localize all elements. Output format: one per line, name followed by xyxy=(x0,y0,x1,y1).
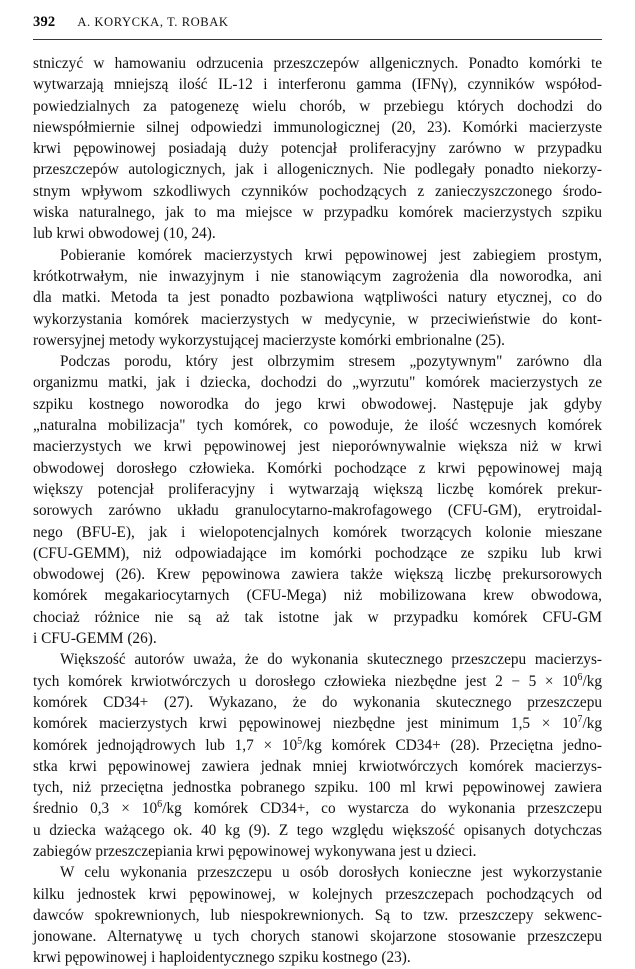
paragraph xyxy=(33,53,602,245)
article-body xyxy=(33,53,602,969)
text-line: krótkotrwałym, nie inwazyjnym i nie stanowiącym zagrożenia dla noworodka, ani xyxy=(33,267,602,285)
text-line: przeszczepów autologicznych, jak i allogenicznych. Nie podlegały ponadto niekorzy- xyxy=(33,161,602,179)
text-line: Większość autorów uważa, że do wykonania skutecznego przeszczepu macierzys- xyxy=(60,651,602,669)
text-line: dawców spokrewnionych, lub niespokrewnionych. Są to tzw. przeszczepy sekwenc- xyxy=(33,906,602,924)
text-line: stka krwi pępowinowej zawiera jednak mniej krwiotwórczych komórek macierzys- xyxy=(33,757,602,775)
page-number: 392 xyxy=(33,14,56,30)
text-line: i CFU-GEMM (26). xyxy=(33,630,157,648)
text-line: lub krwi obwodowej (10, 24). xyxy=(33,225,216,243)
running-header xyxy=(33,14,602,36)
text-line: organizmu matki, jak i dziecka, dochodzi do „wyrzutu" komórek macierzystych ze xyxy=(33,374,602,392)
text-line: wytwarzają mniejszą ilość IL-12 i interferonu gamma (IFNγ), czynników współod- xyxy=(33,76,602,94)
text-line: tych, niż przeciętna jednostka pobranego szpiku. 100 ml krwi pępowinowej zawiera xyxy=(33,779,602,797)
paragraph xyxy=(33,649,602,862)
text-line: Podczas porodu, który jest olbrzymim stresem „pozytywnym" zarówno dla xyxy=(60,353,602,371)
text-line: dla matki. Metoda ta jest ponadto pozbawiona wątpliwości natury etycznej, co do xyxy=(33,289,602,307)
text-line: komórek CD34+ (27). Wykazano, że do wykonania skutecznego przeszczepu xyxy=(33,693,602,711)
text-line: kilku jednostek krwi pępowinowej, w kolejnych przeszczepach pochodzących od xyxy=(33,885,602,903)
text-line: „naturalna mobilizacja" tych komórek, co powoduje, że ilość wczesnych komórek xyxy=(33,417,602,435)
text-line: stniczyć w hamowaniu odrzucenia przeszczepów allgenicznych. Ponadto komórki te xyxy=(33,55,602,72)
text-line: komórek jednojądrowych lub $1,7 \times 10^5/kg$ komórek CD34+ (28). Przeciętna jedno- xyxy=(33,735,602,754)
text-line: chociaż różnice nie są aż tak istotne jak w przypadku komórek CFU-GM xyxy=(33,608,602,626)
paragraph xyxy=(33,245,602,351)
text-line: nego (BFU-E), jak i wielopotencjalnych komórek tworzących kolonie mieszane xyxy=(33,523,602,541)
text-line: W celu wykonania przeszczepu u osób dorosłych konieczne jest wykorzystanie xyxy=(60,864,602,882)
text-line: (CFU-GEMM), niż odpowiadające im komórki pochodzące ze szpiku lub krwi xyxy=(33,544,602,562)
text-line: wykorzystania komórek macierzystych w medycynie, w przeciwieństwie do kont- xyxy=(33,310,602,328)
text-line: krwi pępowinowej posiadają duży potencjał proliferacyjny zarówno w przypadku xyxy=(33,140,602,158)
text-line: tych komórek krwiotwórczych u dorosłego człowieka niezbędne jest $2 - 5 \times 10^6/kg$ xyxy=(33,671,602,690)
text-line: Pobieranie komórek macierzystych krwi pępowinowej jest zabiegiem prostym, xyxy=(60,246,602,264)
text-line: powiedzialnych za patogenezę wielu chorób, w przebiegu których dochodzi do xyxy=(33,97,602,115)
paragraph xyxy=(33,862,602,968)
header-rule-divider xyxy=(33,39,602,40)
text-line: obwodowej dorosłego człowieka. Komórki pochodzące z krwi pępowinowej mają xyxy=(33,459,602,477)
text-line: większy potencjał proliferacyjny i wytwarzają większą liczbę komórek prekur- xyxy=(33,480,602,498)
text-line: obwodowej (26). Krew pępowinowa zawiera także większą liczbę prekursorowych xyxy=(33,566,602,584)
text-line: rowersyjnej metody wykorzystującej macierzyste komórki embrionalne (25). xyxy=(33,331,505,349)
text-line: zabiegów przeszczepiania krwi pępowinowej wykonywana jest u dzieci. xyxy=(33,842,477,860)
header-authors: A. KORYCKA, T. ROBAK xyxy=(77,15,229,29)
text-line: komórek macierzystych krwi pępowinowej niezbędne jest minimum $1,5 \times 10^7/kg$ xyxy=(33,714,602,733)
text-line: średnio $0,3 \times 10^6/kg$ komórek CD34+, co wystarcza do wykonania przeszczepu xyxy=(33,799,602,818)
text-line: komórek megakariocytarnych (CFU-Mega) niż mobilizowana krew obwodowa, xyxy=(33,587,602,605)
text-line: sorowych zarówno układu granulocytarno-makrofagowego (CFU-GM), erytroidal- xyxy=(33,502,602,520)
text-line: macierzystych we krwi pępowinowej jest nieporównywalnie większa niż w krwi xyxy=(33,438,602,456)
text-line: u dziecka ważącego ok. 40 kg (9). Z tego względu większość opisanych dotychczas xyxy=(33,821,602,839)
text-line: jonowane. Alternatywę u tych chorych stanowi skojarzone stosowanie przeszczepu xyxy=(33,928,602,946)
text-line: krwi pępowinowej i haploidentycznego szpiku kostnego (23). xyxy=(33,949,411,967)
text-line: stnym wpływom szkodliwych czynników pochodzących z zanieczyszczonego środo- xyxy=(33,182,602,200)
paragraph xyxy=(33,351,602,649)
text-line: wiska naturalnego, jak to ma miejsce w przypadku komórek macierzystych szpiku xyxy=(33,204,602,222)
text-line: niewspółmiernie silnej odpowiedzi immunologicznej (20, 23). Komórki macierzyste xyxy=(33,118,602,136)
text-line: szpiku kostnego noworodka do jego krwi obwodowej. Następuje jak gdyby xyxy=(33,395,602,413)
